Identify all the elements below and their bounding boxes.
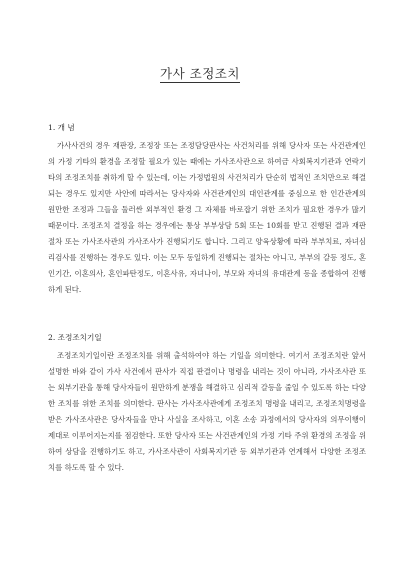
section-heading: 2. 조정조치기일 xyxy=(48,333,102,342)
document-title-text: 가사 조정조치 xyxy=(160,66,240,81)
section-heading: 1. 개 념 xyxy=(48,123,75,132)
section-concept xyxy=(48,123,366,298)
section-body: 가사사건의 경우 재판장, 조정장 또는 조정담당판사는 사건처리를 위해 당사자 또는 사건관계인의 가정 기타의 환경을 조정할 필요가 있는 때에는 가사조사관으로 하여금 사회복지기관과 연락기타의 조정조치를 취하게 할 수 있는데, 이는 가정법원의 사건처리가 단순히 법적인 조치만으로 해결되는 경우도 있지만 사안에 따라서는 당사자와 사건관계인의 대인관계를 중심으로 한 인간관계의 원만한 조정과 그들을 둘러싼 외부적인 환경 그 자체를 바로잡기 위한 조치가 필요한 경우가 많기 때문이다. 조정조치 결정을 하는 경우에는 통상 부부상담 5회 또는 10회를 받고 진행된 결과 재판절차 또는 가사조사관의 가사조사가 진행되기도 합니다. 그리고 양육상황에 따라 부부치료, 자녀심리검사를 진행하는 경우도 있다. 이는 모두 동일하게 진행되는 절차는 아니고, 부부의 갈등 정도, 혼인기간, 이혼의사, 혼인파탄정도, 이혼사유, 자녀나이, 부모와 자녀의 유대관계 등을 종합하여 진행하게 된다. xyxy=(48,141,366,294)
section-adjustment-date xyxy=(48,333,366,476)
section-body: 조정조치기일이란 조정조치를 위해 출석하여야 하는 기일을 의미한다. 여기서 조정조치란 앞서 설명한 바와 같이 가사 사건에서 판사가 직접 판결이나 명령을 내리는 것이 아니라, 가사조사관 또는 외부기관을 통해 당사자들이 원만하게 분쟁을 해결하고 심리적 갈등을 줄일 수 있도록 하는 다양한 조치를 위한 조치를 의미한다. 판사는 가사조사관에게 조정조치 명령을 내리고, 조정조치명령을 받은 가사조사관은 당사자들을 만나 사실을 조사하고, 이혼 소송 과정에서의 당사자의 의무이행이 제대로 이루어지는지를 점검한다. 또한 당사자 또는 사건관계인의 가정 기타 주위 환경의 조정을 위하여 상담을 진행하기도 하고, 가사조사관이 사회복지기관 등 외부기관과 연계해서 다양한 조정조치를 하도록 할 수 있다. xyxy=(48,351,366,472)
document-title xyxy=(0,64,400,82)
